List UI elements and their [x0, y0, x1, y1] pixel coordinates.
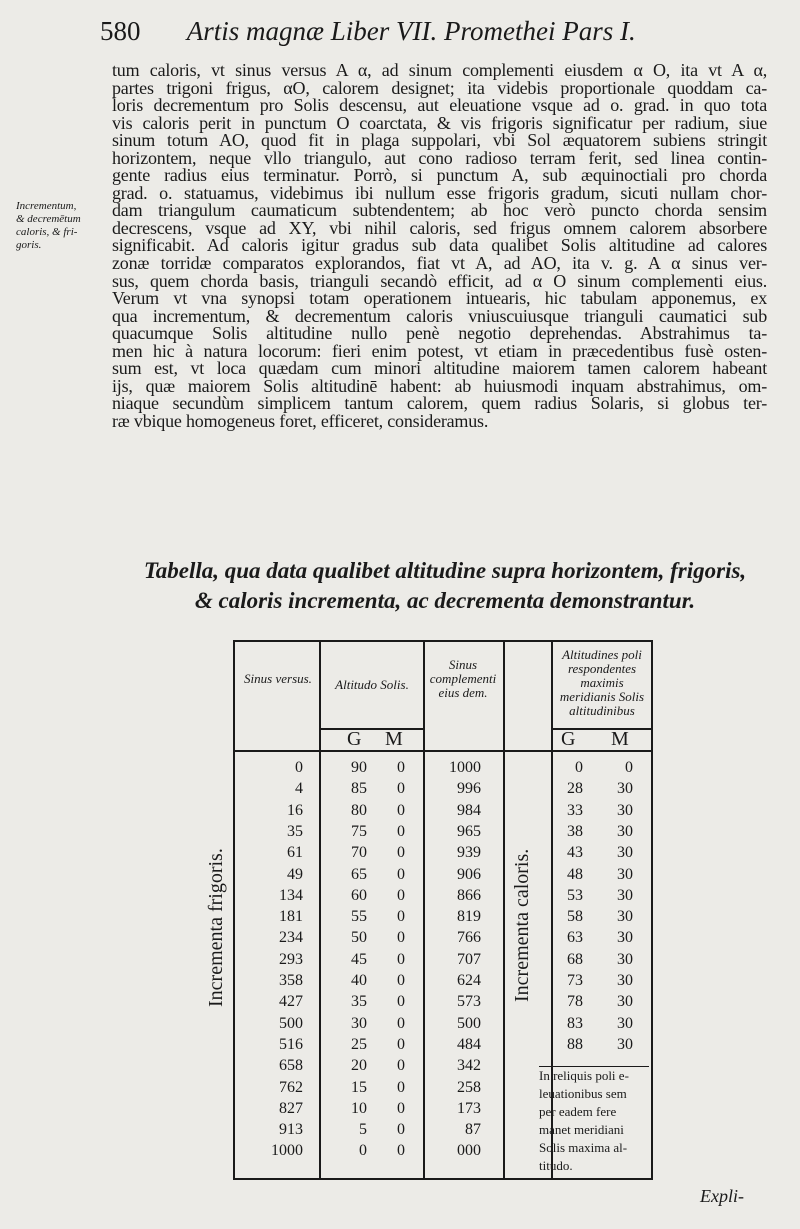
cell-sinus-versus: 61 [287, 844, 303, 862]
cell-altitudo-g: 65 [351, 865, 367, 883]
cell-sinus-complementi: 906 [457, 865, 481, 883]
cell-altitudo-m: 0 [397, 801, 405, 819]
caption-line-1: Tabella, qua data qualibet altitudine supra horizontem, frigoris, [143, 558, 747, 583]
cell-poli-g: 83 [567, 1014, 583, 1032]
cell-sinus-complementi: 342 [457, 1057, 481, 1075]
cell-poli-m: 30 [617, 822, 633, 840]
cell-sinus-complementi: 87 [465, 1121, 481, 1139]
text-line: sus, quem chorda basis, trianguli secandò efficit, ad α O sinum complementi eius. [112, 270, 767, 291]
cell-altitudo-g: 80 [351, 801, 367, 819]
cell-sinus-versus: 1000 [271, 1142, 303, 1160]
cell-sinus-versus: 913 [279, 1121, 303, 1139]
cell-altitudo-g: 60 [351, 886, 367, 904]
cell-sinus-versus: 4 [295, 780, 303, 798]
cell-altitudo-m: 0 [397, 822, 405, 840]
text-line: ijs, quæ maiorem Solis altitudinē habent: ab huiusmodi inquam abstrahimus, om- [112, 375, 767, 396]
text-line: horizontem, neque vllo triangulo, aut cono radioso terram ferit, sed linea contin- [112, 147, 767, 168]
cell-altitudo-g: 50 [351, 929, 367, 947]
text-line: partes trigoni frigus, αO, calorem designet; ita videbis proportionale quoddam ca- [112, 77, 767, 98]
table-note-line: leuationibus sem [539, 1086, 627, 1101]
cell-altitudo-m: 0 [397, 908, 405, 926]
header-sinus-complementi: Sinus complementi eius dem. [429, 657, 497, 700]
cell-altitudo-m: 0 [397, 993, 405, 1011]
cell-altitudo-m: 0 [397, 844, 405, 862]
cell-sinus-complementi: 173 [457, 1099, 481, 1117]
table-note-line: Solis maxima al- [539, 1140, 628, 1155]
cell-sinus-complementi: 000 [457, 1142, 481, 1160]
cell-poli-g: 0 [575, 759, 583, 776]
cell-altitudo-g: 20 [351, 1057, 367, 1075]
alt-g-label: G [347, 728, 362, 750]
cell-altitudo-m: 0 [397, 865, 405, 883]
cell-sinus-versus: 16 [287, 801, 303, 819]
table-note-line: titudo. [539, 1158, 573, 1173]
cell-altitudo-g: 35 [351, 993, 367, 1011]
cell-altitudo-m: 0 [397, 972, 405, 989]
body-text [112, 62, 767, 430]
cell-sinus-versus: 35 [287, 822, 303, 840]
cell-altitudo-m: 0 [397, 950, 405, 968]
column-rule [423, 642, 425, 1178]
table-note-line: per eadem fere [539, 1104, 617, 1119]
cell-sinus-versus: 516 [279, 1035, 303, 1053]
margin-note-line: caloris, & fri- [16, 226, 78, 238]
cell-sinus-versus: 181 [279, 908, 303, 926]
margin-note [16, 200, 111, 252]
cell-altitudo-g: 30 [351, 1014, 367, 1032]
cell-altitudo-m: 0 [397, 886, 405, 904]
text-line: grad. o. statuamus, videbimus ibi nullum esse frigoris gradum, sicuti nullam chor- [112, 182, 767, 203]
cell-sinus-versus: 427 [279, 993, 303, 1011]
text-line: men hic à natura locorum: fieri enim potest, vt etiam in præcedentibus fusè osten- [112, 340, 767, 361]
cell-poli-m: 30 [617, 972, 633, 989]
cell-sinus-complementi: 573 [457, 993, 481, 1011]
cell-sinus-complementi: 965 [457, 822, 481, 840]
cell-poli-m: 0 [625, 759, 633, 776]
text-line: significabit. Ad caloris igitur gradus sub data qualibet Solis altitudine ad calores [112, 235, 767, 256]
text-line: ræ vbique homogeneus foret, efficeret, consideramus. [112, 410, 489, 431]
text-line: sinum totum AO, quod fit in plaga suppolari, vbi Sol æquatorem subiens stringit [112, 130, 767, 151]
text-line: Verum vt vna synopsi totam operationem intuearis, hic tabulam apponemus, ex [112, 288, 767, 309]
margin-note-line: Incrementum, [16, 200, 77, 212]
cell-altitudo-g: 85 [351, 780, 367, 798]
cell-sinus-versus: 827 [279, 1099, 303, 1117]
text-line: dam triangulum caumaticum subtendentem; ab hoc verò puncto chorda sensim [112, 200, 767, 221]
cell-poli-g: 33 [567, 801, 583, 819]
cell-altitudo-g: 25 [351, 1035, 367, 1053]
cell-altitudo-g: 90 [351, 759, 367, 776]
cell-poli-g: 58 [567, 908, 583, 926]
cell-sinus-complementi: 1000 [449, 759, 481, 776]
column-rule [503, 642, 505, 1178]
cell-sinus-versus: 293 [279, 950, 303, 968]
header-rule [319, 728, 423, 730]
table-note-line: manet meridiani [539, 1122, 624, 1137]
cell-sinus-complementi: 484 [457, 1035, 481, 1053]
cell-poli-g: 73 [567, 972, 583, 989]
cell-altitudo-g: 10 [351, 1099, 367, 1117]
cell-sinus-versus: 0 [295, 759, 303, 776]
cell-altitudo-g: 45 [351, 950, 367, 968]
cell-poli-m: 30 [617, 993, 633, 1011]
cell-sinus-complementi: 258 [457, 1078, 481, 1096]
header-rule [235, 750, 653, 752]
cell-altitudo-m: 0 [397, 1014, 405, 1032]
cell-sinus-versus: 134 [279, 886, 303, 904]
table-note-line: In reliquis poli e- [539, 1068, 629, 1083]
cell-altitudo-m: 0 [397, 1078, 405, 1096]
cell-sinus-complementi: 624 [457, 972, 481, 989]
cell-altitudo-m: 0 [397, 1121, 405, 1139]
text-line: sum est, vt loca quædam cum minori altitudine maiorem tamen calorem habeant [112, 358, 767, 379]
text-line: quacumque Solis altitudine nullo penè negotio deprehendas. Abstrahimus ta- [112, 323, 767, 344]
header-altitudines-poli: Altitudines poli respondentes maximis meridianis Solis altitudinibus [559, 647, 645, 718]
running-header [100, 16, 700, 47]
cell-poli-m: 30 [617, 929, 633, 947]
text-line: decrescens, vsque ad XY, vbi nihil caloris, sed frigus omnem calorem absorbere [112, 217, 767, 238]
cell-poli-g: 63 [567, 929, 583, 947]
cell-poli-m: 30 [617, 865, 633, 883]
side-label-caloris: Incrementa caloris. [511, 848, 533, 1002]
text-line: zonæ torridæ comparatos explorandos, fiat vt A, ad AO, ita v. g. A α sinus ver- [112, 253, 767, 274]
poli-g-label: G [561, 728, 576, 750]
cell-sinus-complementi: 996 [457, 780, 481, 798]
cell-altitudo-m: 0 [397, 1035, 405, 1053]
cell-poli-g: 88 [567, 1035, 583, 1053]
header-sinus-versus: Sinus versus. [244, 671, 312, 686]
cell-altitudo-g: 55 [351, 908, 367, 926]
cell-sinus-complementi: 939 [457, 844, 481, 862]
cell-altitudo-m: 0 [397, 1142, 405, 1160]
page-number: 580 [100, 16, 141, 46]
cell-sinus-versus: 358 [279, 972, 303, 989]
cell-altitudo-m: 0 [397, 929, 405, 947]
cell-poli-m: 30 [617, 908, 633, 926]
header-altitudo: Altitudo Solis. [335, 677, 409, 692]
cell-altitudo-g: 75 [351, 822, 367, 840]
cell-altitudo-m: 0 [397, 1057, 405, 1075]
cell-poli-m: 30 [617, 1014, 633, 1032]
cell-poli-m: 30 [617, 780, 633, 798]
cell-poli-g: 68 [567, 950, 583, 968]
cell-altitudo-m: 0 [397, 780, 405, 798]
cell-poli-g: 53 [567, 886, 583, 904]
cell-sinus-complementi: 766 [457, 929, 481, 947]
cell-poli-m: 30 [617, 886, 633, 904]
alt-m-label: M [385, 728, 403, 750]
cell-altitudo-g: 15 [351, 1078, 367, 1096]
catchword: Expli- [700, 1186, 744, 1206]
cell-sinus-versus: 762 [279, 1078, 303, 1096]
table-caption [110, 556, 780, 616]
cell-altitudo-g: 70 [351, 844, 367, 862]
cell-poli-g: 48 [567, 865, 583, 883]
cell-sinus-versus: 49 [287, 865, 303, 883]
cell-poli-g: 38 [567, 822, 583, 840]
text-line: niaque secundùm simplicem tantum calorem, quem radius Solaris, si globus ter- [112, 393, 767, 414]
margin-note-line: & decremētum [16, 213, 81, 225]
cell-sinus-versus: 234 [279, 929, 303, 947]
cell-altitudo-g: 40 [351, 972, 367, 989]
cell-altitudo-m: 0 [397, 759, 405, 776]
text-line: gente radius eius terminatur. Porrò, si punctum A, sub æquinoctiali pro chorda [112, 165, 767, 186]
running-title: Artis magnæ Liber VII. Promethei Pars I. [186, 16, 636, 46]
text-line: vis caloris perit in punctum O coarctata, & vis frigoris significatur per radium, siue [112, 112, 767, 133]
cell-poli-m: 30 [617, 844, 633, 862]
cell-altitudo-g: 5 [359, 1121, 367, 1139]
side-label-frigoris: Incrementa frigoris. [205, 848, 227, 1007]
cell-altitudo-m: 0 [397, 1099, 405, 1117]
cell-sinus-complementi: 866 [457, 886, 481, 904]
margin-note-line: goris. [16, 239, 42, 251]
text-line: qua incrementum, & decrementum caloris vniuscuiusque trianguli caumatici sub [112, 305, 767, 326]
cell-poli-m: 30 [617, 801, 633, 819]
cell-sinus-versus: 658 [279, 1057, 303, 1075]
cell-sinus-complementi: 819 [457, 908, 481, 926]
text-line: loris decrementum pro Solis descensu, aut eleuatione vsque ad o. grad. in quo tota [112, 95, 767, 116]
cell-poli-g: 43 [567, 844, 583, 862]
text-line: tum caloris, vt sinus versus A α, ad sinum complementi eiusdem α O, ita vt A α, [112, 60, 767, 80]
poli-m-label: M [611, 728, 629, 750]
cell-sinus-complementi: 707 [457, 950, 481, 968]
cell-altitudo-g: 0 [359, 1142, 367, 1160]
cell-poli-m: 30 [617, 950, 633, 968]
cell-poli-g: 78 [567, 993, 583, 1011]
cell-sinus-versus: 500 [279, 1014, 303, 1032]
cell-sinus-complementi: 500 [457, 1014, 481, 1032]
caption-line-2: & caloris incrementa, ac decrementa demonstrantur. [194, 588, 696, 613]
cell-poli-m: 30 [617, 1035, 633, 1053]
cell-sinus-complementi: 984 [457, 801, 481, 819]
table-note [539, 1066, 649, 1175]
cell-poli-g: 28 [567, 780, 583, 798]
